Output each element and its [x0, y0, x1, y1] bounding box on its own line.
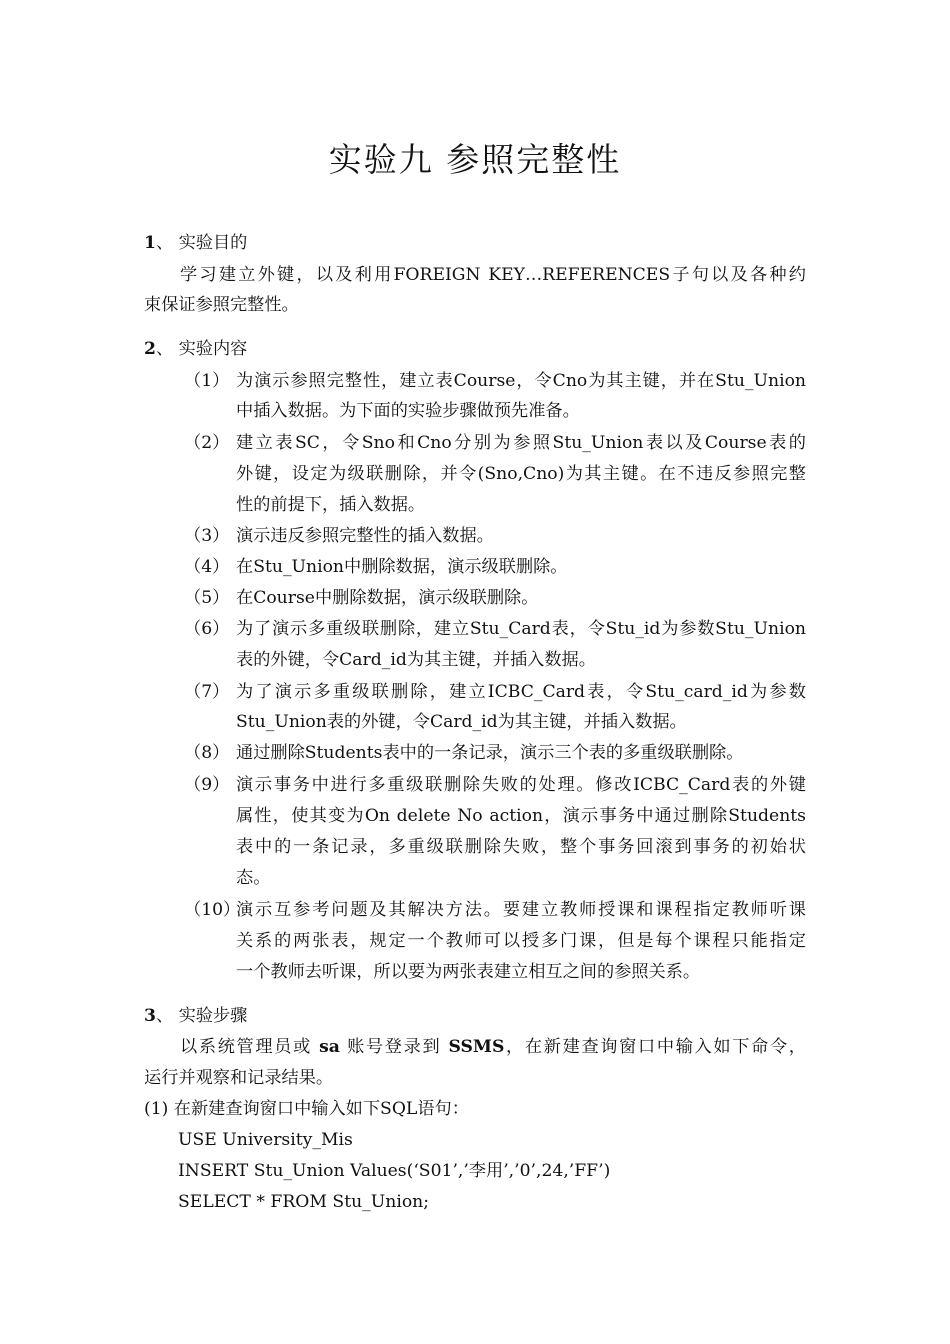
sa-account-text: sa — [319, 1037, 340, 1057]
list-item-line: 表的外键，令Card_id为其主键，并插入数据。 — [236, 650, 596, 670]
list-item-line: 表中的一条记录，多重级联删除失败，整个事务回滚到事务的初始状 — [236, 837, 806, 857]
list-item-line: 性的前提下，插入数据。 — [236, 495, 426, 515]
section-2-title: 、 实验内容 — [155, 339, 248, 359]
list-item-label: （5） — [184, 588, 230, 608]
section-2-heading — [144, 338, 247, 360]
list-item-line: 一个教师去听课，所以要为两张表建立相互之间的参照关系。 — [236, 962, 701, 982]
list-item-line: 在Course中删除数据，演示级联删除。 — [236, 588, 539, 608]
ssms-text: SSMS — [448, 1037, 505, 1057]
list-item-label: （8） — [184, 743, 230, 763]
section-3-paragraph-line-1 — [180, 1036, 806, 1058]
list-item-line: 为演示参照完整性，建立表Course，令Cno为其主键，并在Stu_Union — [236, 371, 806, 391]
list-item-label: （9） — [184, 775, 230, 795]
list-item-line: 为了演示多重级联删除，建立ICBC_Card表，令Stu_card_id为参数 — [236, 682, 806, 702]
section-3-heading — [144, 1005, 247, 1027]
section-1-paragraph-line-1: 学习建立外键，以及利用FOREIGN KEY…REFERENCES子句以及各种约 — [180, 265, 806, 285]
list-item-line: 通过删除Students表中的一条记录，演示三个表的多重级联删除。 — [236, 743, 744, 763]
section-1-number: 1 — [144, 233, 156, 253]
section-1-heading — [144, 232, 247, 254]
list-item-label: （7） — [184, 682, 230, 702]
list-item-line: 演示互参考问题及其解决方法。要建立教师授课和课程指定教师听课 — [236, 900, 806, 920]
list-item-label: （3） — [184, 526, 230, 546]
section-3-paragraph-line-2: 运行并观察和记录结果。 — [144, 1068, 334, 1088]
list-item-line: 为了演示多重级联删除，建立Stu_Card表，令Stu_id为参数Stu_Union — [236, 619, 806, 639]
text-segment: 账号登录到 — [347, 1037, 442, 1057]
text-segment: ，在新建查询窗口中输入如下命令， — [504, 1037, 806, 1057]
list-item-label: （1） — [184, 371, 230, 391]
list-item-label: （6） — [184, 619, 230, 639]
text-segment: 以系统管理员或 — [180, 1037, 312, 1057]
list-item-label: （4） — [184, 557, 230, 577]
section-3-number: 3 — [144, 1006, 156, 1026]
list-item-line: 关系的两张表，规定一个教师可以授多门课，但是每个课程只能指定 — [236, 931, 806, 951]
page-title: 实验九 参照完整性 — [328, 140, 622, 179]
list-item-line: 演示事务中进行多重级联删除失败的处理。修改ICBC_Card表的外键 — [236, 775, 806, 795]
list-item-line: Stu_Union表的外键，令Card_id为其主键，并插入数据。 — [236, 712, 687, 732]
step-1-instruction: (1) 在新建查询窗口中输入如下SQL语句： — [144, 1099, 469, 1119]
list-item-label: （10） — [184, 900, 241, 920]
list-item-line: 在Stu_Union中删除数据，演示级联删除。 — [236, 557, 568, 577]
list-item-line: 态。 — [236, 868, 271, 888]
code-line: USE University_Mis — [178, 1130, 353, 1150]
list-item-label: （2） — [184, 433, 230, 453]
list-item-line: 中插入数据。为下面的实验步骤做预先准备。 — [236, 401, 580, 421]
section-1-title: 、 实验目的 — [155, 233, 248, 253]
section-2-number: 2 — [144, 339, 156, 359]
list-item-line: 建立表SC，令Sno和Cno分别为参照Stu_Union表以及Course表的 — [236, 433, 806, 453]
list-item-line: 演示违反参照完整性的插入数据。 — [236, 526, 494, 546]
list-item-line: 属性，使其变为On delete No action，演示事务中通过删除Students — [236, 806, 806, 826]
section-1-paragraph-line-2: 束保证参照完整性。 — [144, 295, 299, 315]
code-line: INSERT Stu_Union Values(‘S01’,’李用’,’0’,24,’FF’) — [178, 1161, 611, 1181]
code-line: SELECT * FROM Stu_Union; — [178, 1192, 430, 1212]
list-item-line: 外键，设定为级联删除，并令(Sno,Cno)为其主键。在不违反参照完整 — [236, 464, 806, 484]
section-3-title: 、 实验步骤 — [155, 1006, 248, 1026]
